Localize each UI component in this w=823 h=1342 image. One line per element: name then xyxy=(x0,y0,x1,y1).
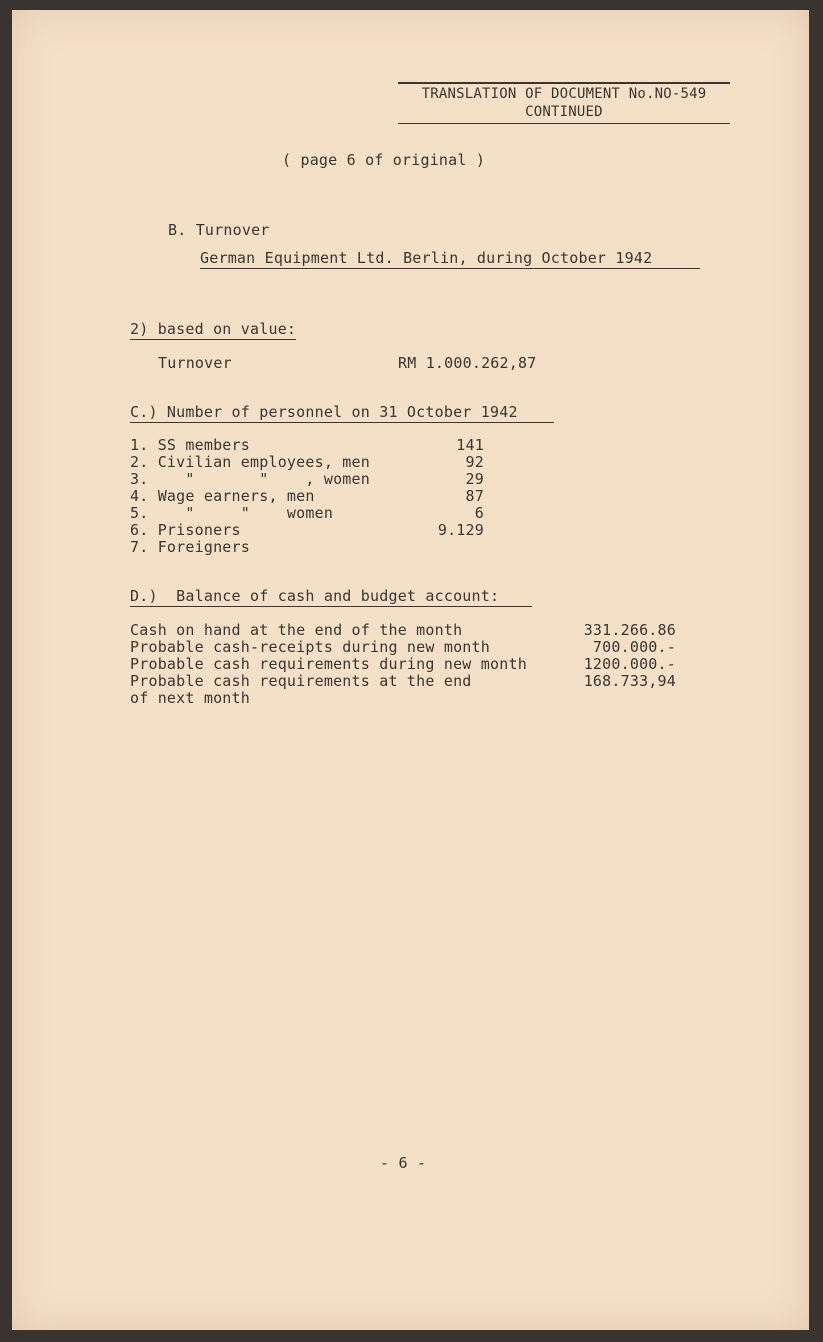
cash-row xyxy=(12,639,809,656)
personnel-label: 2. Civilian employees, men xyxy=(130,453,370,471)
personnel-row xyxy=(12,437,809,454)
section-2-title: 2) based on value: xyxy=(130,320,297,338)
document-page xyxy=(12,10,809,1330)
personnel-label: 6. Prisoners xyxy=(130,521,241,539)
personnel-value: 92 xyxy=(465,453,484,471)
page-reference: ( page 6 of original ) xyxy=(282,151,486,169)
personnel-row xyxy=(12,505,809,522)
section-c-title: C.) Number of personnel on 31 October 1942 xyxy=(130,404,554,423)
personnel-label: 1. SS members xyxy=(130,436,250,454)
personnel-label: 4. Wage earners, men xyxy=(130,487,315,505)
personnel-row xyxy=(12,539,809,556)
personnel-row xyxy=(12,488,809,505)
section-b-title xyxy=(168,222,270,239)
header-bottom-rule xyxy=(398,123,730,125)
section-b-title-text: B. Turnover xyxy=(168,221,270,239)
cash-row xyxy=(12,690,809,707)
header-title: TRANSLATION OF DOCUMENT No.NO-549 xyxy=(421,85,707,102)
personnel-value: 141 xyxy=(456,436,484,454)
cash-row xyxy=(12,673,809,690)
cash-row xyxy=(12,656,809,673)
personnel-label: 3. " " , women xyxy=(130,470,370,488)
personnel-value: 87 xyxy=(465,487,484,505)
personnel-row xyxy=(12,454,809,471)
turnover-label: Turnover xyxy=(158,354,232,372)
cash-label: Probable cash requirements at the end xyxy=(130,672,472,690)
personnel-value: 6 xyxy=(474,504,484,522)
cash-row xyxy=(12,622,809,639)
page-number: - 6 - xyxy=(380,1154,427,1172)
turnover-value: RM 1.000.262,87 xyxy=(398,354,537,372)
document-header xyxy=(398,82,730,124)
header-continued: CONTINUED xyxy=(525,103,603,120)
personnel-row xyxy=(12,522,809,539)
cash-value: 168.733,94 xyxy=(583,672,676,690)
section-d-title: D.) Balance of cash and budget account: xyxy=(130,588,532,607)
personnel-value: 29 xyxy=(465,470,484,488)
cash-value: 331.266.86 xyxy=(583,621,676,639)
section-b-subtitle: German Equipment Ltd. Berlin, during October 1942 xyxy=(200,250,700,269)
cash-label: Probable cash-receipts during new month xyxy=(130,638,490,656)
header-top-rule xyxy=(398,82,730,84)
cash-value: 700.000.- xyxy=(592,638,676,656)
personnel-value: 9.129 xyxy=(437,521,484,539)
cash-label: Probable cash requirements during new month xyxy=(130,655,527,673)
cash-label: Cash on hand at the end of the month xyxy=(130,621,463,639)
cash-value: 1200.000.- xyxy=(583,655,676,673)
personnel-label: 7. Foreigners xyxy=(130,538,250,556)
personnel-label: 5. " " women xyxy=(130,504,334,522)
personnel-row xyxy=(12,471,809,488)
cash-label: of next month xyxy=(130,689,250,707)
